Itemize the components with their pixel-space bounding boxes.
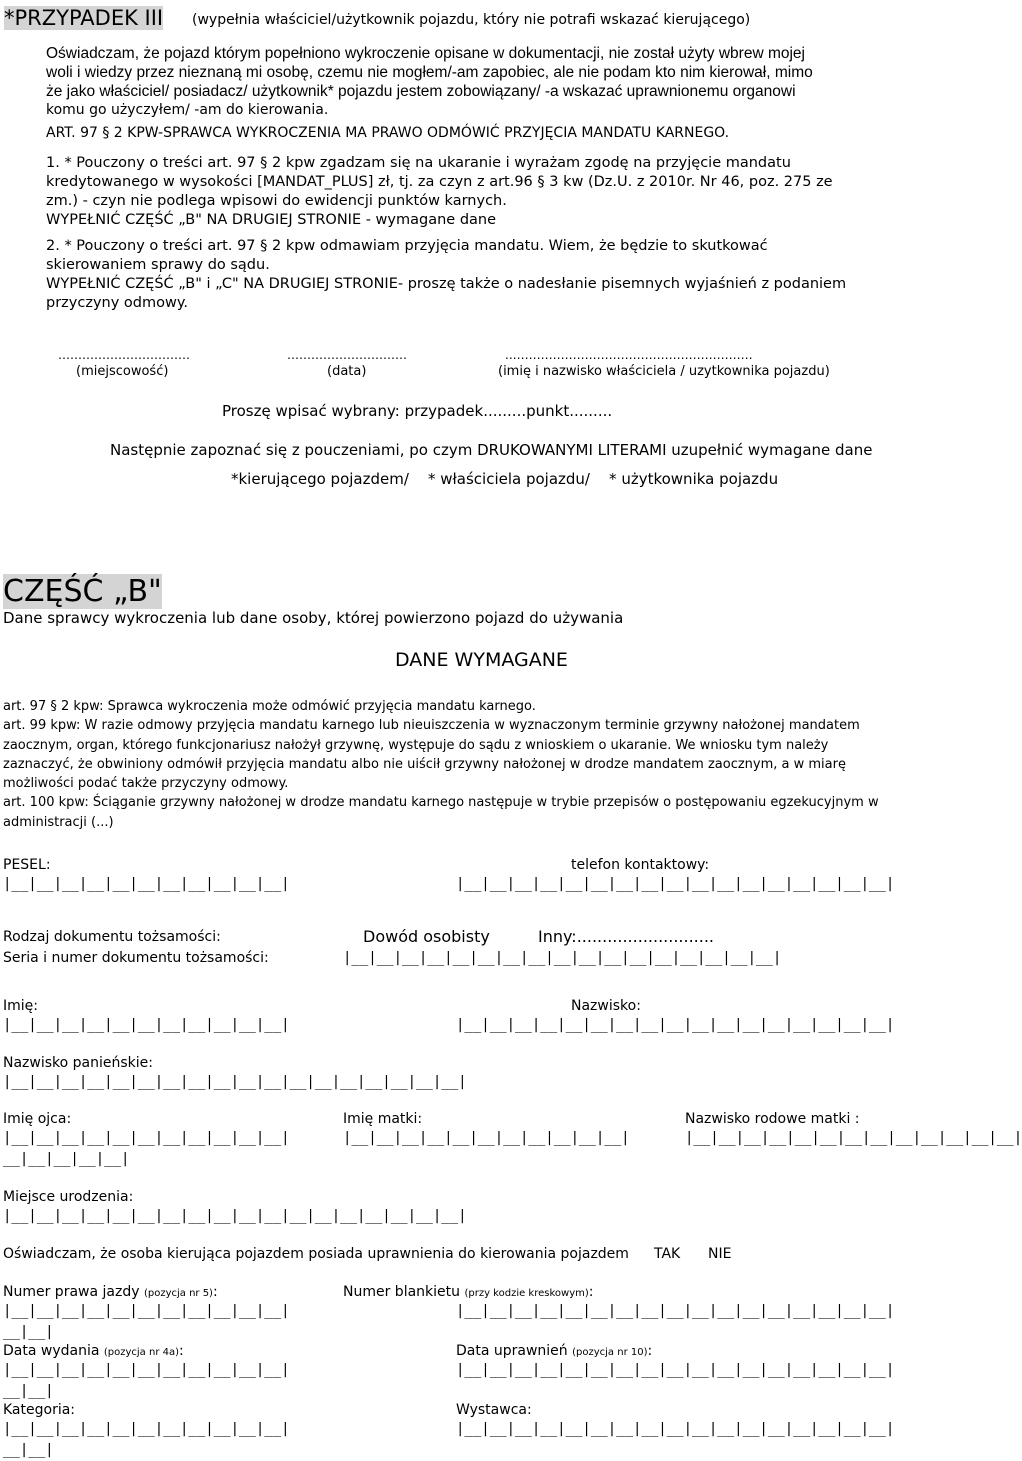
doc-type-label: Rodzaj dokumentu tożsamości: [3, 929, 221, 945]
maiden-name-label: Nazwisko panieńskie: [3, 1055, 153, 1071]
issuer-input[interactable]: |__|__|__|__|__|__|__|__|__|__|__|__|__|__|__|__|__| [456, 1421, 895, 1437]
surname-label: Nazwisko: [571, 998, 641, 1014]
opt1-line: 1. * Pouczony o treści art. 97 § 2 kpw zgadzam się na ukaranie i wyrażam zgodę na przyjęcie mandatu [46, 155, 791, 171]
place-label: (miejscowość) [76, 364, 169, 379]
part-b-subtitle: Dane sprawcy wykroczenia lub dane osoby, której powierzono pojazd do używania [3, 609, 624, 627]
blank-no-label [343, 1284, 594, 1300]
part-b-title [3, 574, 162, 609]
part-b-title-text: CZĘŚĆ „B" [3, 574, 162, 609]
id-card-option[interactable]: Dowód osobisty [363, 927, 490, 946]
issue-date-text: Data wydania [3, 1343, 100, 1359]
opt1-line: WYPEŁNIĆ CZĘŚĆ „B" NA DRUGIEJ STRONIE - wymagane dane [46, 212, 497, 228]
opt1-line: zm.) - czyn nie podlega wpisowi do ewidencji punktów karnych. [46, 193, 507, 209]
date-label: (data) [327, 364, 367, 379]
colon: : [647, 1343, 653, 1359]
case-note: (wypełnia właściciel/użytkownik pojazdu, który nie potrafi wskazać kierującego) [192, 12, 751, 28]
issue-date-label [3, 1343, 184, 1359]
law-line: możliwości podać także przyczyny odmowy. [3, 776, 289, 792]
dots-date: ………………………… [287, 348, 407, 362]
option-1 [46, 154, 833, 230]
dots-place: …………………………… [58, 348, 190, 362]
category-input[interactable]: |__|__|__|__|__|__|__|__|__|__|__| [3, 1421, 290, 1437]
phone-input[interactable]: |__|__|__|__|__|__|__|__|__|__|__|__|__|__|__|__|__| [456, 876, 895, 892]
choose-case: Proszę wpisać wybrany: przypadek.........punkt......... [222, 402, 613, 420]
perm-date-text: Data uprawnień [456, 1343, 568, 1359]
issuer-label: Wystawca: [456, 1402, 532, 1418]
decl-line: Oświadczam, że pojazd którym popełniono wykroczenie opisane w dokumentacji, nie został użyty wbrew mojej [46, 45, 805, 62]
opt2-line: WYPEŁNIĆ CZĘŚĆ „B" i „C" NA DRUGIEJ STRONIE- proszę także o nadesłanie pisemnych wyjaśnień z podaniem [46, 276, 847, 292]
mother-name-label: Imię matki: [343, 1111, 423, 1127]
mother-family-name-label: Nazwisko rodowe matki : [685, 1111, 860, 1127]
law-line: art. 97 § 2 kpw: Sprawca wykroczenia może odmówić przyjęcia mandatu karnego. [3, 699, 536, 714]
colon: : [588, 1284, 594, 1300]
law-text [3, 697, 879, 832]
issue-date-input-cont[interactable]: __|__| [3, 1383, 54, 1399]
opt2-line: skierowaniem sprawy do sądu. [46, 257, 270, 273]
law-line: art. 100 kpw: Ściąganie grzywny nałożonej w drodze mandatu karnego następuje w trybie przepisów o postępowaniu egzekucyjnym w [3, 795, 879, 811]
dots-name: ..…………………………………………………… [505, 348, 753, 362]
blank-no-input[interactable]: |__|__|__|__|__|__|__|__|__|__|__|__|__|__|__|__|__| [456, 1303, 895, 1319]
issue-date-input[interactable]: |__|__|__|__|__|__|__|__|__|__|__| [3, 1362, 290, 1378]
first-name-input[interactable]: |__|__|__|__|__|__|__|__|__|__|__| [3, 1017, 290, 1033]
birthplace-label: Miejsce urodzenia: [3, 1189, 134, 1205]
pesel-input[interactable]: |__|__|__|__|__|__|__|__|__|__|__| [3, 876, 290, 892]
birthplace-input[interactable]: |__|__|__|__|__|__|__|__|__|__|__|__|__|__|__|__|__|__| [3, 1208, 467, 1224]
perm-date-input[interactable]: |__|__|__|__|__|__|__|__|__|__|__|__|__|__|__|__|__| [456, 1362, 895, 1378]
father-name-label: Imię ojca: [3, 1111, 72, 1127]
option-2 [46, 237, 846, 313]
license-no-text: Numer prawa jazdy [3, 1284, 140, 1300]
phone-label: telefon kontaktowy: [571, 857, 710, 873]
pesel-label: PESEL: [3, 857, 51, 873]
blank-no-text: Numer blankietu [343, 1284, 461, 1300]
category-input-cont[interactable]: __|__| [3, 1442, 54, 1458]
license-no-note: (pozycja nr 5) [143, 1288, 213, 1299]
decl-line: woli i wiedzy przez nieznaną mi osobę, czemu nie mogłem/-am zapobiec, ale nie podam kto nim kierował, mimo [46, 64, 813, 81]
license-no-label [3, 1284, 218, 1300]
mother-family-name-input[interactable]: |__|__|__|__|__|__|__|__|__|__|__|__|__| [685, 1130, 1022, 1146]
father-name-input[interactable]: |__|__|__|__|__|__|__|__|__|__|__| [3, 1130, 290, 1146]
perm-date-label [456, 1343, 652, 1359]
roles: *kierującego pojazdem/ * właściciela pojazdu/ * użytkownika pojazdu [231, 470, 779, 488]
license-declaration: Oświadczam, że osoba kierująca pojazdem posiada uprawnienia do kierowania pojazdem [3, 1246, 629, 1262]
issue-date-note: (pozycja nr 4a) [103, 1347, 180, 1358]
doc-series-label: Seria i numer dokumentu tożsamości: [3, 950, 269, 966]
law-line: zaocznym, organ, którego funkcjonariusz nałożył grzywnę, występuje do sądu z wnioskiem o ukaranie. We wniosku tym należy [3, 737, 829, 753]
surname-input[interactable]: |__|__|__|__|__|__|__|__|__|__|__|__|__|__|__|__|__| [456, 1017, 895, 1033]
license-no-input-cont[interactable]: __|__| [3, 1324, 54, 1340]
law-line: art. 99 kpw: W razie odmowy przyjęcia mandatu karnego lub nieuiszczenia w wyznaczonym terminie grzywny nałożonej mandatem [3, 718, 860, 734]
other-doc-option[interactable]: Inny:........................... [538, 927, 715, 946]
opt1-line: kredytowanego w wysokości [MANDAT_PLUS] zł, tj. za czyn z art.96 § 3 kw (Dz.U. z 2010r. Nr 46, poz. 275 ze [46, 174, 833, 190]
decl-line: że jako właściciel/ posiadacz/ użytkownik* pojazdu jestem zobowiązany/ -a wskazać uprawnionemu organowi [46, 83, 796, 100]
decl-line: komu go użyczyłem/ -am do kierowania. [46, 102, 329, 118]
category-label: Kategoria: [3, 1402, 76, 1418]
father-name-input-cont[interactable]: __|__|__|__|__| [3, 1151, 130, 1167]
perm-date-note: (pozycja nr 10) [572, 1347, 648, 1358]
declaration-text [46, 44, 813, 120]
blank-no-note: (przy kodzie kreskowym) [464, 1288, 589, 1299]
maiden-name-input[interactable]: |__|__|__|__|__|__|__|__|__|__|__|__|__|__|__|__|__|__| [3, 1074, 467, 1090]
colon: : [179, 1343, 184, 1359]
case-label [4, 6, 163, 30]
opt2-line: 2. * Pouczony o treści art. 97 § 2 kpw odmawiam przyjęcia mandatu. Wiem, że będzie to skutkować [46, 238, 768, 254]
case-label-text: *PRZYPADEK III [4, 6, 164, 30]
law-line: zaznaczyć, że obwiniony odmówił przyjęcia mandatu albo nie uiścił grzywny nałożonej w drodze mandatem zaocznym, a w miarę [3, 756, 846, 772]
yes-option[interactable]: TAK [654, 1246, 681, 1262]
opt2-line: przyczyny odmowy. [46, 295, 188, 311]
no-option[interactable]: NIE [708, 1246, 732, 1262]
next-instruction: Następnie zapoznać się z pouczeniami, po czym DRUKOWANYMI LITERAMI uzupełnić wymagane dane [110, 441, 873, 459]
colon: : [212, 1284, 218, 1300]
required-data: DANE WYMAGANE [395, 649, 568, 671]
art-line: ART. 97 § 2 KPW-SPRAWCA WYKROCZENIA MA PRAWO ODMÓWIĆ PRZYJĘCIA MANDATU KARNEGO. [46, 125, 730, 141]
doc-series-input[interactable]: |__|__|__|__|__|__|__|__|__|__|__|__|__|__|__|__|__| [343, 950, 782, 966]
name-label: (imię i nazwisko właściciela / uzytkownika pojazdu) [498, 364, 830, 379]
law-line: administracji (...) [3, 814, 114, 830]
license-no-input[interactable]: |__|__|__|__|__|__|__|__|__|__|__| [3, 1303, 290, 1319]
mother-name-input[interactable]: |__|__|__|__|__|__|__|__|__|__|__| [343, 1130, 630, 1146]
first-name-label: Imię: [3, 998, 38, 1014]
